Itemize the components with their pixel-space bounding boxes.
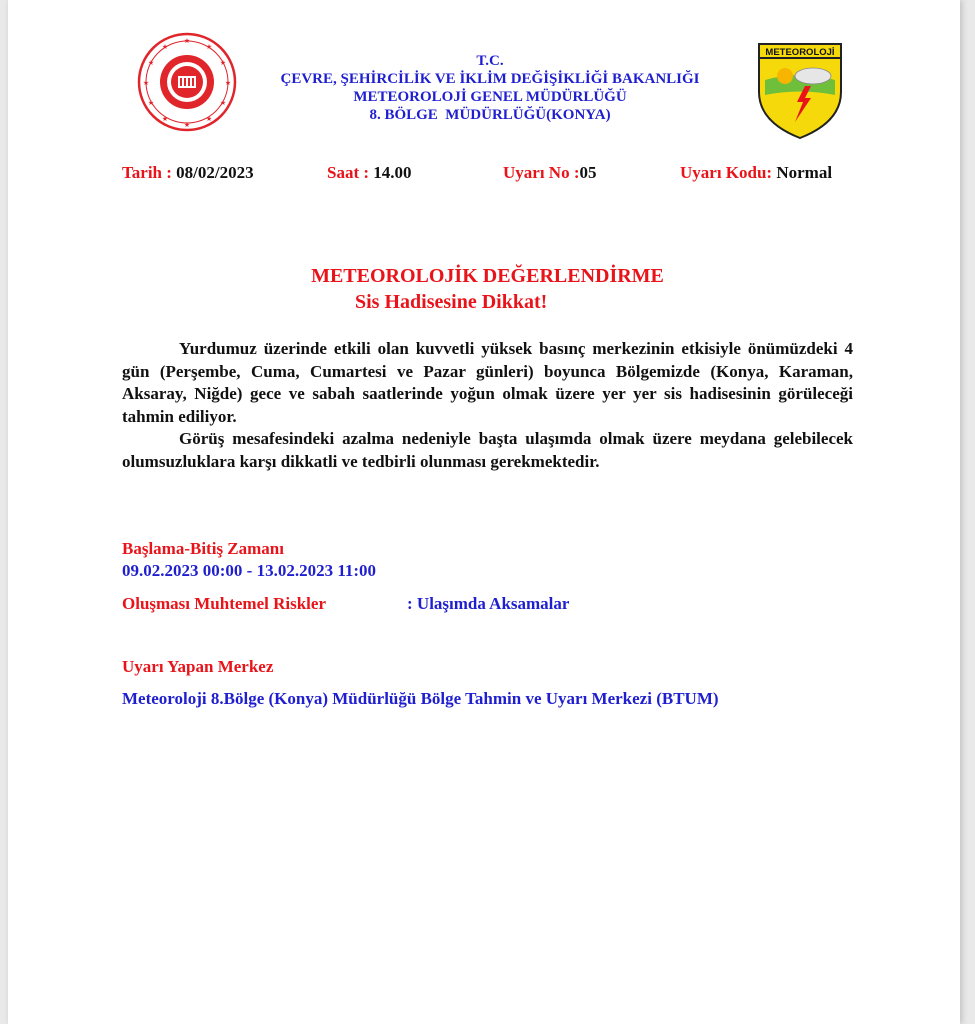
- svg-text:★: ★: [205, 115, 213, 123]
- date-label: Tarih :: [122, 163, 177, 182]
- issuing-center-value: Meteoroloji 8.Bölge (Konya) Müdürlüğü Bölge Tahmin ve Uyarı Merkezi (BTUM): [122, 689, 719, 708]
- svg-text:★: ★: [142, 79, 150, 87]
- risks-label: Oluşması Muhtemel Riskler: [122, 594, 326, 613]
- header-line-directorate: METEOROLOJİ GENEL MÜDÜRLÜĞÜ: [353, 89, 627, 105]
- time-range-value: 09.02.2023 00:00 - 13.02.2023 11:00: [122, 561, 377, 580]
- document-header: [240, 52, 740, 124]
- meteoroloji-logo-icon: [755, 40, 845, 140]
- body-paragraph-2: Görüş mesafesindeki azalma nedeniyle başta ulaşımda olmak üzere meydana gelebilecek olumsuzluklara karşı dikkatli ve tedbirli olunması gerekmektedir.: [122, 429, 853, 471]
- svg-text:★: ★: [183, 37, 191, 45]
- time-label: Saat :: [327, 163, 374, 182]
- warning-code-field: [680, 163, 832, 183]
- document-title: METEOROLOJİK DEĞERLENDİRME: [311, 265, 664, 287]
- time-value: 14.00: [373, 163, 412, 182]
- svg-text:★: ★: [219, 59, 227, 67]
- issuing-center-label: Uyarı Yapan Merkez: [122, 657, 274, 676]
- header-line-tc: T.C.: [476, 53, 504, 69]
- svg-text:★: ★: [161, 115, 169, 123]
- body-paragraph-1: Yurdumuz üzerinde etkili olan kuvvetli yüksek basınç merkezinin etkisiyle önümüzdeki 4 gün (Perşembe, Cuma, Cumartesi ve Pazar günleri) boyunca Bölgemizde (Konya, Karaman, Aksaray, Niğde) gece ve sabah saatlerinde yoğun olmak üzere yer yer sis hadisesinin görüleceği tahmin ediliyor.: [122, 339, 853, 426]
- svg-text:★: ★: [147, 59, 155, 67]
- time-field: [327, 163, 412, 183]
- ministry-seal-icon: [137, 32, 237, 132]
- logo-text: METEOROLOJİ: [765, 47, 835, 58]
- header-line-ministry: ÇEVRE, ŞEHİRCİLİK VE İKLİM DEĞİŞİKLİĞİ BAKANLIĞI: [280, 71, 700, 87]
- document-page: [8, 0, 960, 1024]
- date-value: 08/02/2023: [176, 163, 254, 182]
- risks-value: : Ulaşımda Aksamalar: [407, 594, 570, 613]
- svg-text:★: ★: [205, 43, 213, 51]
- svg-text:★: ★: [183, 121, 191, 129]
- warning-number-label: Uyarı No :: [503, 163, 580, 182]
- time-range-label: Başlama-Bitiş Zamanı: [122, 539, 284, 558]
- document-subtitle: Sis Hadisesine Dikkat!: [355, 291, 548, 313]
- warning-code-value: Normal: [776, 163, 833, 182]
- header-line-region: 8. BÖLGE MÜDÜRLÜĞÜ(KONYA): [369, 107, 611, 123]
- warning-number-field: [503, 163, 596, 183]
- svg-text:★: ★: [147, 99, 155, 107]
- svg-text:★: ★: [219, 99, 227, 107]
- svg-text:★: ★: [161, 43, 169, 51]
- svg-text:★: ★: [224, 79, 232, 87]
- warning-number-value: 05: [579, 163, 597, 182]
- warning-code-label: Uyarı Kodu:: [680, 163, 777, 182]
- date-field: [122, 163, 254, 183]
